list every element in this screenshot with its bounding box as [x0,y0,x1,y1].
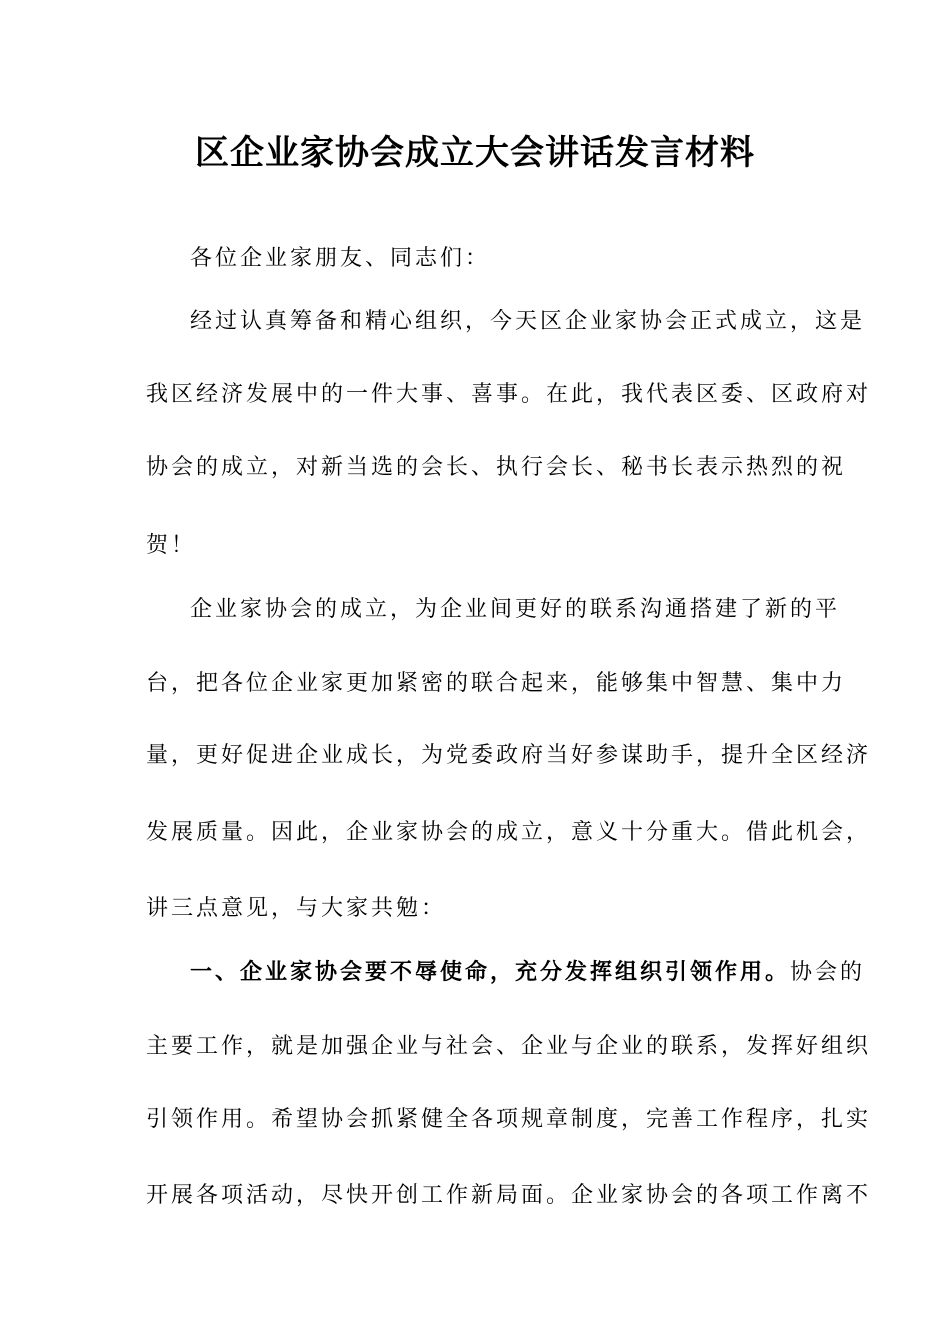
paragraph-line: 引领作用。希望协会抓紧健全各项规章制度，完善工作程序，扎实 [146,1107,872,1132]
paragraph-line: 贺！ [146,533,197,558]
paragraph-line: 量，更好促进企业成长，为党委政府当好参谋助手，提升全区经济 [146,743,872,768]
paragraph-line: 台，把各位企业家更加紧密的联合起来，能够集中智慧、集中力 [146,671,847,696]
paragraph-line: 协会的成立，对新当选的会长、执行会长、秘书长表示热烈的祝 [146,455,847,480]
paragraph-line: 主要工作，就是加强企业与社会、企业与企业的联系，发挥好组织 [146,1034,872,1059]
paragraph-line: 企业家协会的成立，为企业间更好的联系沟通搭建了新的平 [190,597,841,622]
section-heading-1: 一、企业家协会要不辱使命，充分发挥组织引领作用。 [190,959,791,985]
paragraph-line: 我区经济发展中的一件大事、喜事。在此，我代表区委、区政府对 [146,382,872,407]
paragraph-text: 协会的 [790,960,866,985]
document-title: 区企业家协会成立大会讲话发言材料 [195,133,755,173]
paragraph-line: 经过认真筹备和精心组织，今天区企业家协会正式成立，这是 [190,309,866,334]
paragraph-line: 开展各项活动，尽快开创工作新局面。企业家协会的各项工作离不 [146,1183,872,1208]
salutation: 各位企业家朋友、同志们： [190,246,491,271]
paragraph-line: 讲三点意见，与大家共勉： [146,896,447,921]
section-heading-line [190,954,866,990]
paragraph-line: 发展质量。因此，企业家协会的成立，意义十分重大。借此机会， [146,820,872,845]
